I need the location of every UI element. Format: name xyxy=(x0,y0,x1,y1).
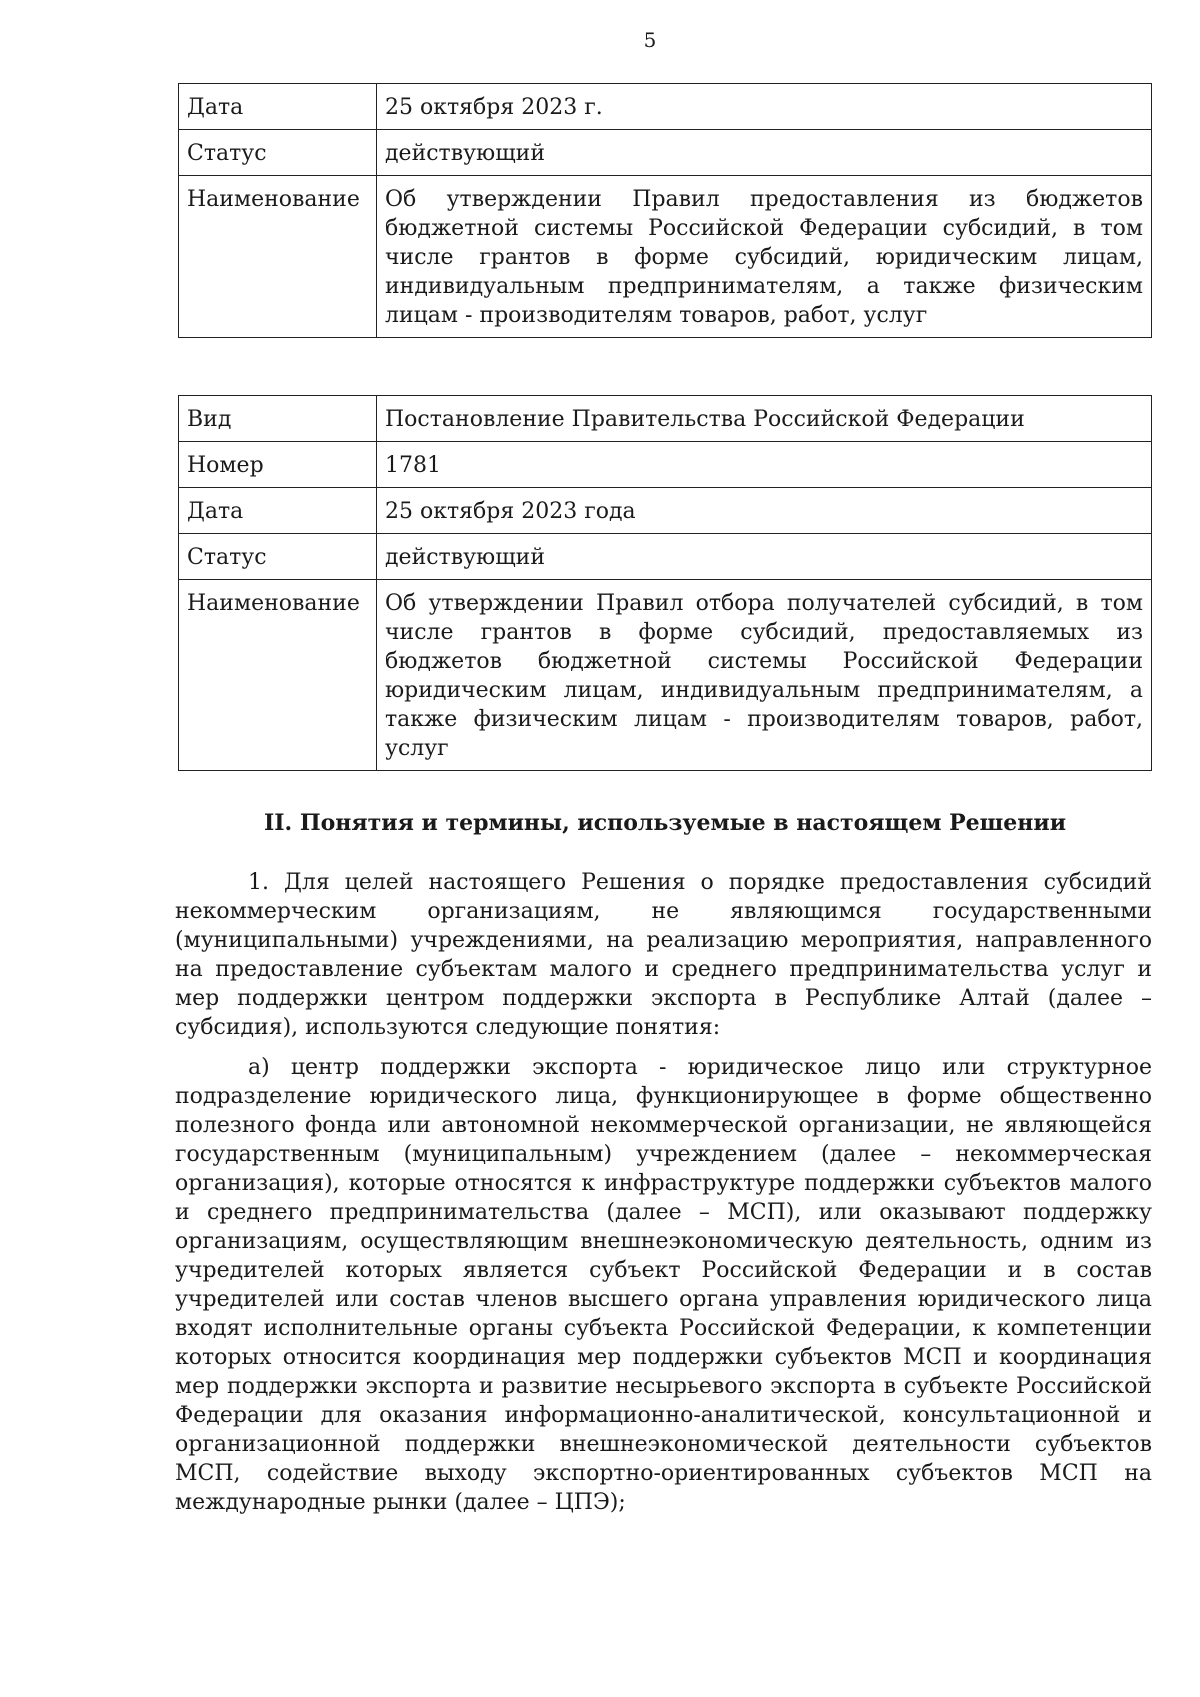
table-row xyxy=(179,84,1152,130)
page-number: 5 xyxy=(643,28,657,52)
row-value-title: Об утверждении Правил предоставления из бюджетов бюджетной системы Российской Федерации субсидий, в том числе грантов в форме субсидий, юридическим лицам, индивидуальным предпринимателям, а также физическим лицам - производителям товаров, работ, услуг xyxy=(377,176,1152,338)
table-row xyxy=(179,442,1152,488)
row-value-date: 25 октября 2023 г. xyxy=(377,84,1152,130)
section-heading: II. Понятия и термины, используемые в настоящем Решении xyxy=(263,810,1067,836)
table-row xyxy=(179,488,1152,534)
table-row xyxy=(179,130,1152,176)
row-value-title: Об утверждении Правил отбора получателей субсидий, в том числе грантов в форме субсидий, предоставляемых из бюджетов бюджетной системы Российской Федерации юридическим лицам, индивидуальным предпринимателям, а также физическим лицам - производителям товаров, работ, услуг xyxy=(377,580,1152,771)
document-info-table-2 xyxy=(178,395,1152,771)
row-label-number: Номер xyxy=(179,442,377,488)
table-row xyxy=(179,176,1152,338)
document-info-table-1 xyxy=(178,83,1152,338)
row-label-date: Дата xyxy=(179,488,377,534)
paragraph-definitions-intro: 1. Для целей настоящего Решения о порядке предоставления субсидий некоммерческим организациям, не являющимся государственными (муниципальными) учреждениями, на реализацию мероприятия, направленного на предоставление субъектам малого и среднего предпринимательства услуг и мер поддержки центром поддержки экспорта в Республике Алтай (далее – субсидия), используются следующие понятия: xyxy=(175,870,1152,1040)
table-row xyxy=(179,534,1152,580)
row-value-date: 25 октября 2023 года xyxy=(377,488,1152,534)
row-label-status: Статус xyxy=(179,130,377,176)
paragraph-export-center-definition: а) центр поддержки экспорта - юридическое лицо или структурное подразделение юридического лица, функционирующее в форме общественно полезного фонда или автономной некоммерческой организации, не являющейся государственным (муниципальным) учреждением (далее – некоммерческая организация), которые относятся к инфраструктуре поддержки субъектов малого и среднего предпринимательства (далее – МСП), или оказывают поддержку организациям, осуществляющим внешнеэкономическую деятельность, одним из учредителей которых является субъект Российской Федерации и в состав учредителей или состав членов высшего органа управления юридического лица входят исполнительные органы субъекта Российской Федерации, к компетенции которых относится координация мер поддержки субъектов МСП и координация мер поддержки экспорта и развитие несырьевого экспорта в субъекте Российской Федерации для оказания информационно-аналитической, консультационной и организационной поддержки внешнеэкономической деятельности субъектов МСП, содействие выходу экспортно-ориентированных субъектов МСП на международные рынки (далее – ЦПЭ); xyxy=(175,1055,1152,1515)
row-label-status: Статус xyxy=(179,534,377,580)
table-row xyxy=(179,580,1152,771)
row-value-type: Постановление Правительства Российской Федерации xyxy=(377,396,1152,442)
row-label-title: Наименование xyxy=(179,580,377,771)
row-value-number: 1781 xyxy=(377,442,1152,488)
row-label-title: Наименование xyxy=(179,176,377,338)
row-label-date: Дата xyxy=(179,84,377,130)
row-value-status: действующий xyxy=(377,534,1152,580)
row-value-status: действующий xyxy=(377,130,1152,176)
row-label-type: Вид xyxy=(179,396,377,442)
table-row xyxy=(179,396,1152,442)
